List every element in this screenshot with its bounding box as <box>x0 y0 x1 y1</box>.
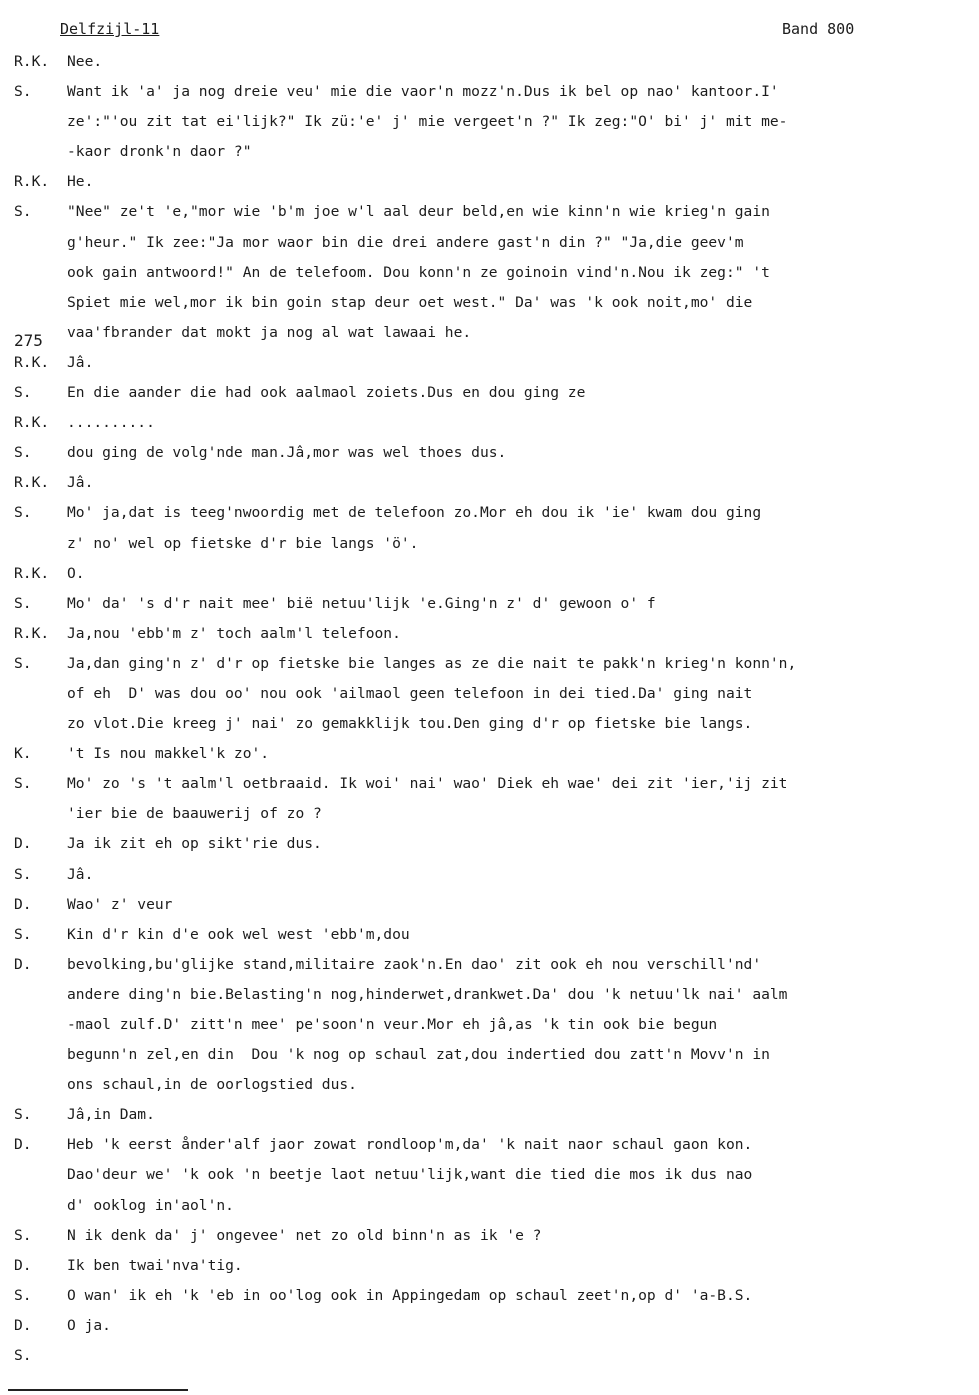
transcript-line <box>0 980 979 1010</box>
speaker-label: S. <box>14 1106 32 1124</box>
speaker-label: D. <box>14 895 32 913</box>
speaker-label: R.K. <box>14 53 50 70</box>
transcript-line <box>0 348 979 378</box>
speaker-label: S. <box>14 504 32 522</box>
speaker-label: S. <box>14 925 32 943</box>
line-text: O wan' ik eh 'k 'eb in oo'log ook in Appingedam op schaul zeet'n,op d' 'a-B.S. <box>67 1286 753 1304</box>
line-text: Wao' z' veur <box>67 895 173 913</box>
speaker-label: D. <box>14 955 32 973</box>
transcript-line <box>0 1160 979 1190</box>
speaker-label: S. <box>14 865 32 883</box>
line-text: dou ging de volg'nde man.Jâ,mor was wel thoes dus. <box>67 444 507 462</box>
speaker-label: D. <box>14 835 32 853</box>
transcript-line <box>0 950 979 980</box>
transcript-line <box>0 829 979 859</box>
line-text: d' ooklog in'aol'n. <box>67 1196 234 1214</box>
line-text: Ja,nou 'ebb'm z' toch aalm'l telefoon. <box>67 624 401 642</box>
transcript-line <box>0 77 979 107</box>
speaker-label: R.K. <box>14 173 50 191</box>
line-text: ook gain antwoord!" An de telefoom. Dou konn'n ze goinoin vind'n.Nou ik zeg:" 't <box>67 263 770 281</box>
header-tape-number: Band 800 <box>782 20 855 38</box>
line-text: Kin d'r kin d'e ook wel west 'ebb'm,dou <box>67 925 410 943</box>
line-text: vaa'fbrander dat mokt ja nog al wat lawaai he. <box>67 323 472 341</box>
speaker-label: S. <box>14 654 32 672</box>
line-text: Spiet mie wel,mor ik bin goin stap deur oet west." Da' was 'k ook noit,mo' die <box>67 293 753 311</box>
speaker-label: D. <box>14 1136 32 1154</box>
line-text: 't Is nou makkel'k zo'. <box>67 745 270 763</box>
line-text: Mo' ja,dat is teeg'nwoordig met de telefoon zo.Mor eh dou ik 'ie' kwam dou ging <box>67 504 762 522</box>
speaker-label: R.K. <box>14 414 50 432</box>
line-text: O ja. <box>67 1316 111 1334</box>
transcript-line <box>0 1191 979 1221</box>
bottom-rule <box>8 1389 188 1391</box>
speaker-label: S. <box>14 1286 32 1304</box>
line-text: Ja ik zit eh op sikt'rie dus. <box>67 835 322 853</box>
line-text: bevolking,bu'glijke stand,militaire zaok'n.En dao' zit ook eh nou verschill'nd' <box>67 955 762 973</box>
speaker-label: R.K. <box>14 624 50 642</box>
line-text: Dao'deur we' 'k ook 'n beetje laot netuu'lijk,want die tied die mos ik dus nao <box>67 1166 753 1184</box>
transcript-line <box>0 1251 979 1281</box>
transcript-line <box>0 890 979 920</box>
transcript-line <box>0 1221 979 1251</box>
transcript-line <box>0 529 979 559</box>
margin-number: 275 <box>14 331 43 350</box>
speaker-label: S. <box>14 594 32 612</box>
transcript-line <box>0 1010 979 1040</box>
line-text: .......... <box>67 414 155 432</box>
line-text: Jâ. <box>67 353 94 371</box>
line-text: Jâ. <box>67 865 94 883</box>
transcript-line <box>0 1311 979 1341</box>
transcript-line <box>0 1070 979 1100</box>
line-text: -maol zulf.D' zitt'n mee' pe'soon'n veur.Mor eh jâ,as 'k tin ook bie begun <box>67 1016 718 1033</box>
line-text: -kaor dronk'n daor ?" <box>67 143 252 161</box>
transcript-line <box>0 228 979 258</box>
line-text: Mo' zo 's 't aalm'l oetbraaid. Ik woi' nai' wao' Diek eh wae' dei zit 'ier,'ij zit <box>67 775 788 793</box>
transcript-line <box>0 1281 979 1311</box>
transcript-line <box>0 258 979 288</box>
transcript-line <box>0 739 979 769</box>
line-text: andere ding'n bie.Belasting'n nog,hinderwet,drankwet.Da' dou 'k netuu'lk nai' aalm <box>67 985 788 1003</box>
transcript-line <box>0 1100 979 1130</box>
transcript-line <box>0 197 979 227</box>
line-text: Ik ben twai'nva'tig. <box>67 1256 243 1274</box>
line-text: begunn'n zel,en din Dou 'k nog op schaul zat,dou indertied dou zatt'n Movv'n in <box>67 1046 770 1064</box>
transcript-line <box>0 920 979 950</box>
transcript-line <box>0 438 979 468</box>
speaker-label: S. <box>14 203 32 221</box>
transcript-line <box>0 709 979 739</box>
transcript-line <box>0 679 979 709</box>
transcript-line <box>0 799 979 829</box>
speaker-label: D. <box>14 1316 32 1334</box>
speaker-label: R.K. <box>14 353 50 371</box>
transcript-line <box>0 167 979 197</box>
transcript-line <box>0 498 979 528</box>
transcript-line <box>0 47 979 77</box>
line-text: O. <box>67 564 85 582</box>
transcript-line <box>0 649 979 679</box>
speaker-label: S. <box>14 1347 32 1365</box>
line-text: ons schaul,in de oorlogstied dus. <box>67 1076 357 1094</box>
transcript-line <box>0 378 979 408</box>
line-text: Mo' da' 's d'r nait mee' bië netuu'lijk 'e.Ging'n z' d' gewoon o' f <box>67 594 656 612</box>
speaker-label: S. <box>14 384 32 402</box>
speaker-label: D. <box>14 1256 32 1274</box>
transcript-lines <box>0 47 979 1371</box>
transcript-line <box>0 619 979 649</box>
speaker-label: R.K. <box>14 474 50 492</box>
line-text: Jâ,in Dam. <box>67 1106 155 1124</box>
line-text: He. <box>67 173 94 191</box>
transcript-line <box>0 1130 979 1160</box>
transcript-line <box>0 589 979 619</box>
speaker-label: R.K. <box>14 564 50 582</box>
transcript-line <box>0 1040 979 1070</box>
speaker-label: S. <box>14 775 32 793</box>
line-text: of eh D' was dou oo' nou ook 'ailmaol geen telefoon in dei tied.Da' ging nait <box>67 684 753 702</box>
transcript-line <box>0 137 979 167</box>
speaker-label: S. <box>14 83 32 101</box>
line-text: g'heur." Ik zee:"Ja mor waor bin die drei andere gast'n din ?" "Ja,die geev'm <box>67 233 744 251</box>
speaker-label: S. <box>14 444 32 462</box>
transcript-line <box>0 468 979 498</box>
line-text: "Nee" ze't 'e,"mor wie 'b'm joe w'l aal deur beld,en wie kinn'n wie krieg'n gain <box>67 203 770 221</box>
line-text: Ja,dan ging'n z' d'r op fietske bie langes as ze die nait te pakk'n krieg'n konn'n, <box>67 654 797 672</box>
header-location: Delfzijl-11 <box>60 20 160 38</box>
line-text: Want ik 'a' ja nog dreie veu' mie die vaor'n mozz'n.Dus ik bel op nao' kantoor.I' <box>67 83 779 101</box>
line-text: Jâ. <box>67 474 94 492</box>
transcript-line <box>0 769 979 799</box>
transcript-line <box>0 107 979 137</box>
line-text: Nee. <box>67 53 103 70</box>
line-text: z' no' wel op fietske d'r bie langs 'ö'. <box>67 534 419 552</box>
line-text: 'ier bie de baauwerij of zo ? <box>67 805 322 823</box>
transcript-line <box>0 408 979 438</box>
line-text: zo vlot.Die kreeg j' nai' zo gemakklijk tou.Den ging d'r op fietske bie langs. <box>67 715 753 733</box>
line-text: En die aander die had ook aalmaol zoiets.Dus en dou ging ze <box>67 384 586 402</box>
line-text: N ik denk da' j' ongevee' net zo old binn'n as ik 'e ? <box>67 1226 542 1244</box>
transcript-line <box>0 288 979 318</box>
line-text: Heb 'k eerst ånder'alf jaor zowat rondloop'm,da' 'k nait naor schaul gaon kon. <box>67 1136 753 1154</box>
transcript-line <box>0 559 979 589</box>
line-text: ze':"'ou zit tat ei'lijk?" Ik zü:'e' j' mie vergeet'n ?" Ik zeg:"O' bi' j' mit me- <box>67 113 788 131</box>
transcript-line <box>0 1341 979 1371</box>
transcript-line <box>0 318 979 348</box>
speaker-label: K. <box>14 745 32 763</box>
speaker-label: S. <box>14 1226 32 1244</box>
transcript-line <box>0 860 979 890</box>
